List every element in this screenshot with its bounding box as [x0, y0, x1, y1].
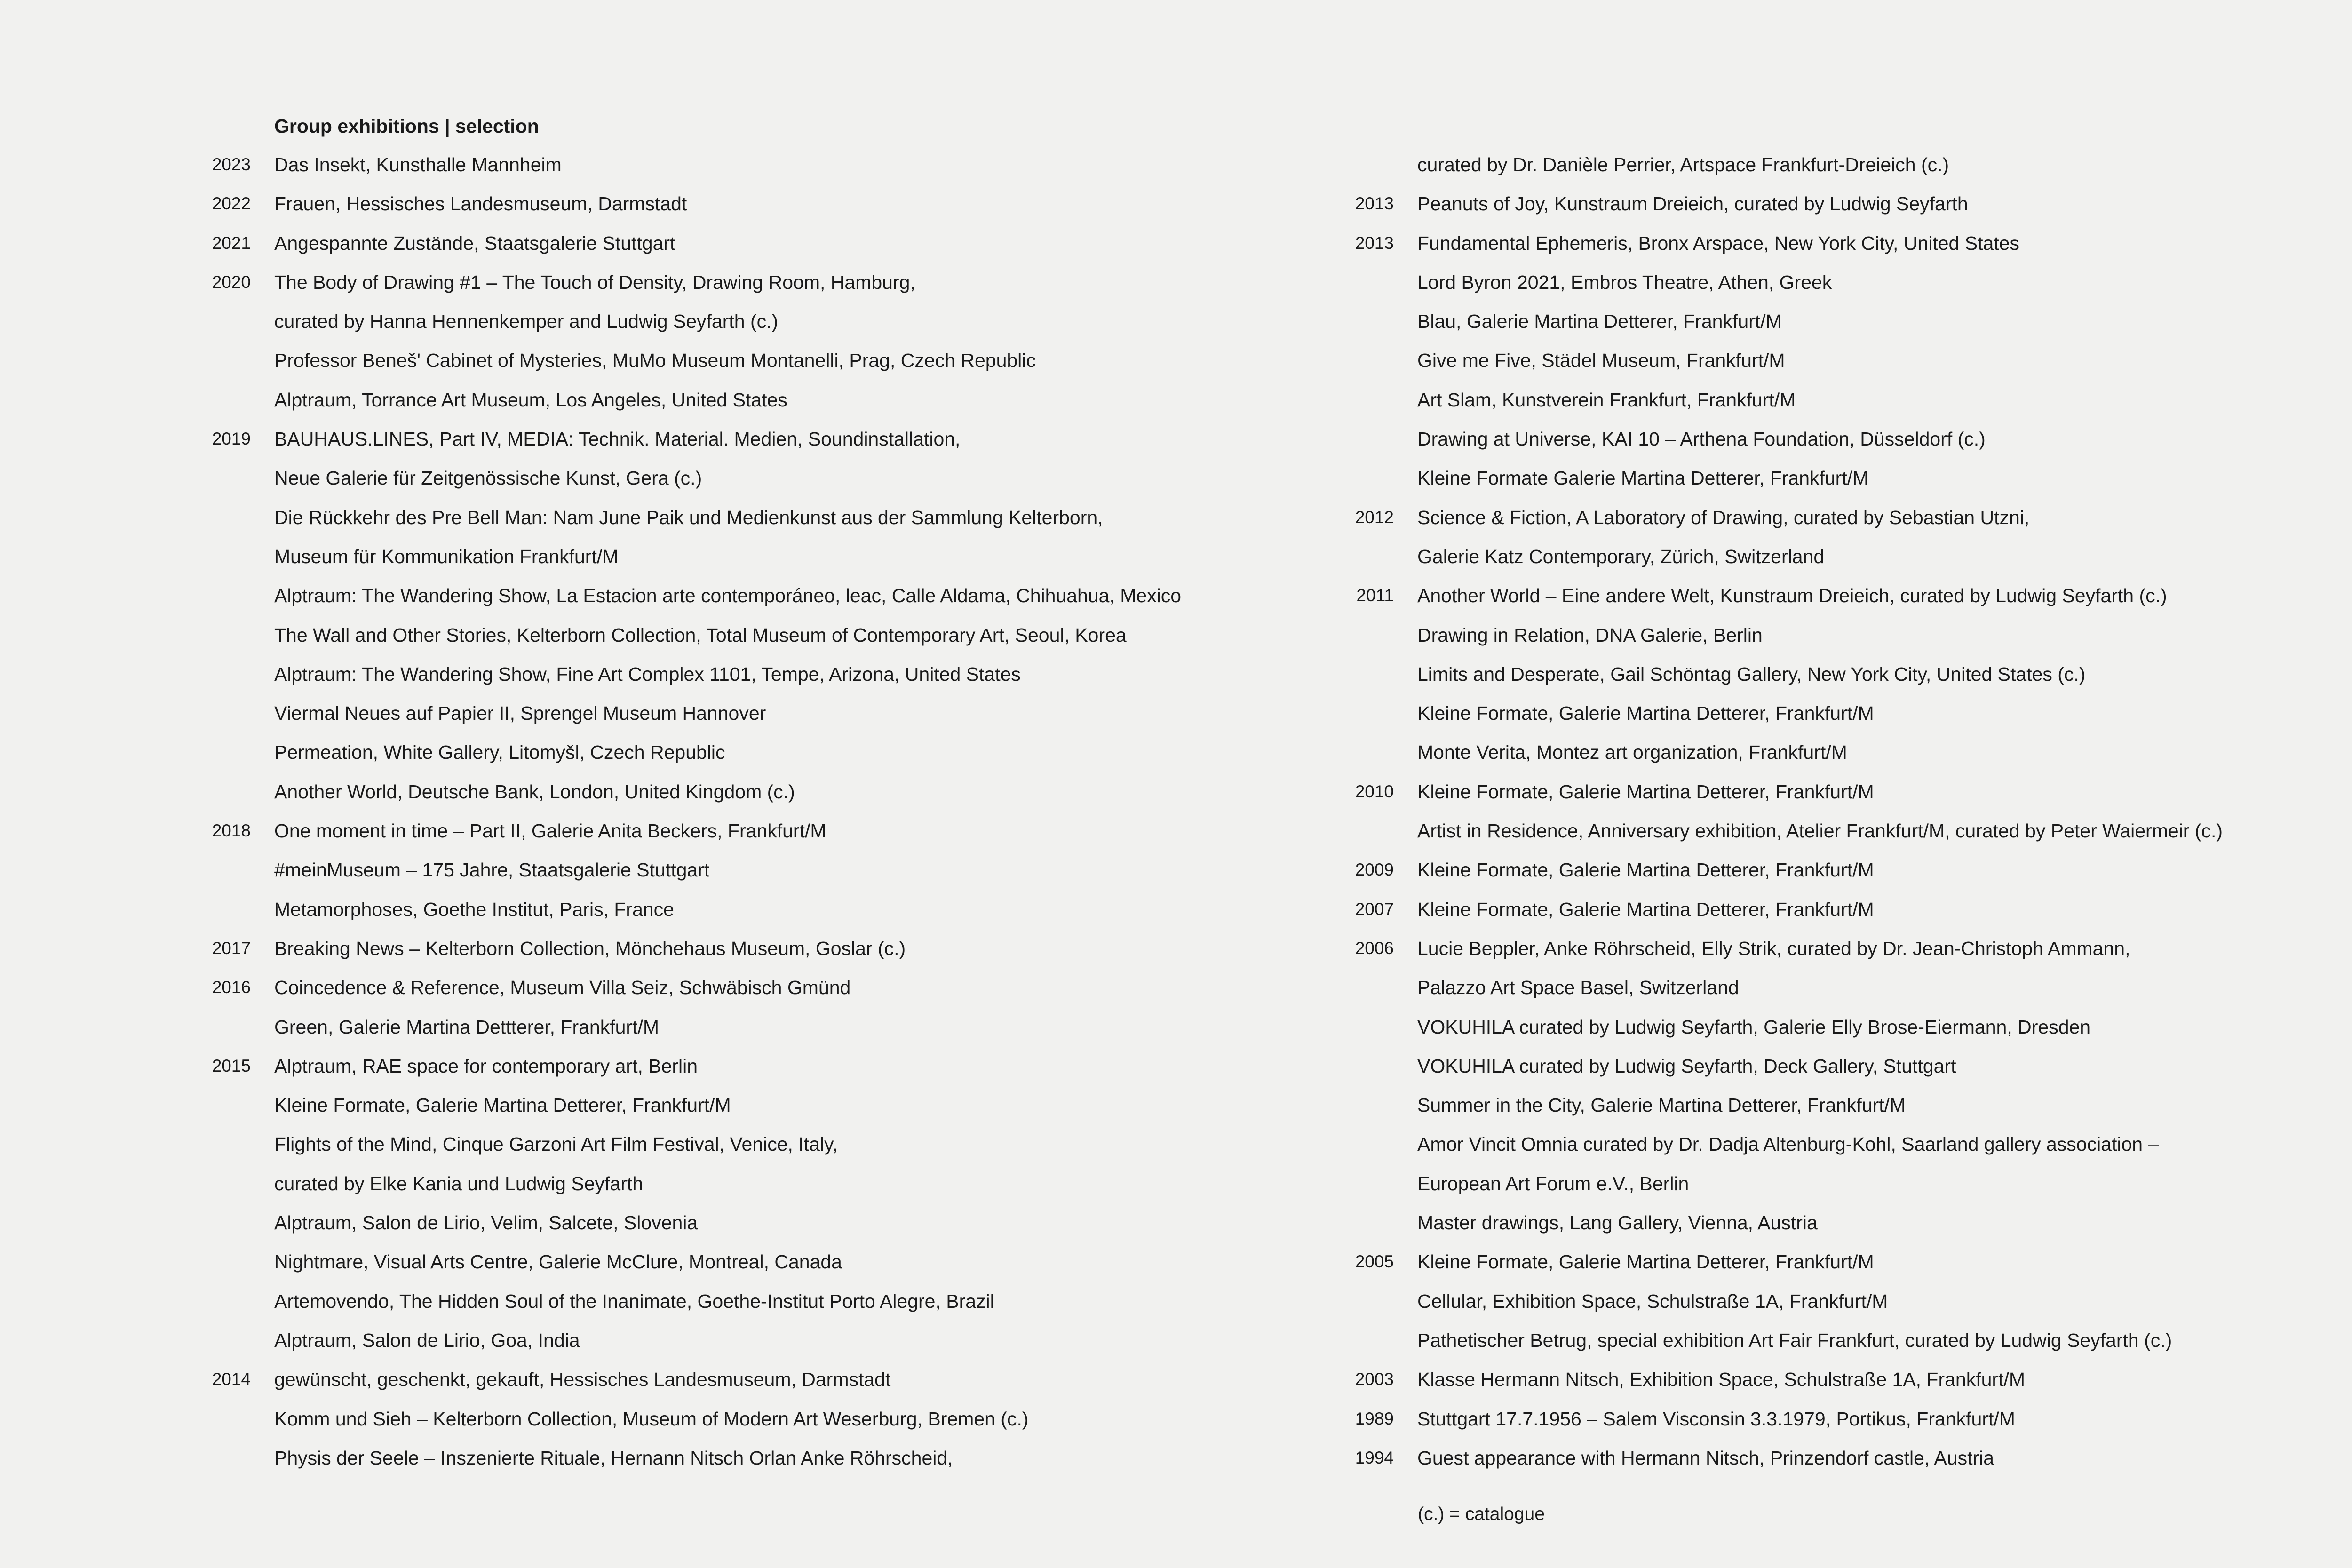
exhibition-year: 2016 [212, 978, 251, 997]
exhibition-row [1331, 973, 2352, 1012]
exhibition-row [188, 1209, 1251, 1248]
exhibition-year: 2013 [1355, 233, 1394, 253]
exhibition-entry: Peanuts of Joy, Kunstraum Dreieich, curated by Ludwig Seyfarth [1417, 193, 1968, 215]
exhibition-row [188, 464, 1251, 503]
exhibition-entry: Kleine Formate, Galerie Martina Detterer, Frankfurt/M [1417, 780, 1874, 803]
exhibition-row [188, 778, 1251, 817]
exhibition-row [188, 1170, 1251, 1209]
exhibition-entry: Flights of the Mind, Cinque Garzoni Art Film Festival, Venice, Italy, [274, 1133, 838, 1155]
exhibition-row [188, 425, 1251, 464]
exhibition-entry: Palazzo Art Space Basel, Switzerland [1417, 977, 1739, 999]
exhibition-entry: Galerie Katz Contemporary, Zürich, Switzerland [1417, 545, 1825, 567]
exhibition-row [1331, 934, 2352, 973]
exhibition-entry: Klasse Hermann Nitsch, Exhibition Space, Schulstraße 1A, Frankfurt/M [1417, 1369, 2026, 1391]
exhibition-entry: Komm und Sieh – Kelterborn Collection, Museum of Modern Art Weserburg, Bremen (c.) [274, 1408, 1029, 1430]
exhibition-row [1331, 778, 2352, 817]
exhibition-entry: curated by Hanna Hennenkemper and Ludwig Seyfarth (c.) [274, 310, 779, 333]
exhibition-row [188, 542, 1251, 581]
exhibition-year: 2006 [1355, 938, 1394, 958]
exhibition-entry: One moment in time – Part II, Galerie Anita Beckers, Frankfurt/M [274, 820, 826, 842]
exhibition-year: 2020 [212, 272, 251, 292]
exhibition-entry: Cellular, Exhibition Space, Schulstraße 1A, Frankfurt/M [1417, 1290, 1888, 1312]
exhibition-row [1331, 1091, 2352, 1130]
exhibition-entry: Viermal Neues auf Papier II, Sprengel Museum Hannover [274, 702, 766, 724]
exhibition-entry: Give me Five, Städel Museum, Frankfurt/M [1417, 350, 1785, 372]
exhibition-row [1331, 1013, 2352, 1052]
exhibition-row [1331, 581, 2352, 621]
exhibition-year: 2005 [1355, 1252, 1394, 1272]
exhibition-row [188, 268, 1251, 307]
exhibition-entry: Lord Byron 2021, Embros Theatre, Athen, Greek [1417, 271, 1832, 293]
exhibition-entry: Coincedence & Reference, Museum Villa Seiz, Schwäbisch Gmünd [274, 977, 851, 999]
exhibition-row [1331, 660, 2352, 699]
exhibition-entry: Kleine Formate, Galerie Martina Detterer, Frankfurt/M [1417, 1251, 1874, 1273]
exhibition-entry: Summer in the City, Galerie Martina Detterer, Frankfurt/M [1417, 1094, 1906, 1116]
exhibition-entry: Permeation, White Gallery, Litomyšl, Czech Republic [274, 741, 725, 764]
exhibition-entry: BAUHAUS.LINES, Part IV, MEDIA: Technik. Material. Medien, Soundinstallation, [274, 428, 961, 450]
exhibition-row [1331, 229, 2352, 268]
exhibition-row [1331, 1405, 2352, 1444]
exhibition-row [188, 1091, 1251, 1130]
exhibition-row [188, 856, 1251, 895]
exhibition-row [1331, 1326, 2352, 1365]
exhibition-entry: Artist in Residence, Anniversary exhibition, Atelier Frankfurt/M, curated by Peter Waiermeir (c.) [1417, 820, 2223, 842]
exhibition-year: 2019 [212, 429, 251, 449]
exhibition-year: 2003 [1355, 1369, 1394, 1389]
exhibition-row [188, 934, 1251, 973]
exhibition-entry: Kleine Formate, Galerie Martina Detterer, Frankfurt/M [1417, 898, 1874, 920]
exhibition-row [1331, 1365, 2352, 1404]
exhibition-entry: Physis der Seele – Inszenierte Rituale, Hernann Nitsch Orlan Anke Röhrscheid, [274, 1447, 953, 1469]
exhibition-entry: Guest appearance with Hermann Nitsch, Prinzendorf castle, Austria [1417, 1447, 1994, 1469]
exhibition-entry: Kleine Formate Galerie Martina Detterer, Frankfurt/M [1417, 467, 1869, 489]
exhibition-row [188, 699, 1251, 738]
exhibition-entry: Das Insekt, Kunsthalle Mannheim [274, 154, 562, 175]
exhibition-entry: Alptraum: The Wandering Show, La Estacion arte contemporáneo, leac, Calle Aldama, Chihuahua, Mexico [274, 585, 1182, 607]
exhibition-row [188, 503, 1251, 542]
exhibition-entry: Drawing in Relation, DNA Galerie, Berlin [1417, 624, 1763, 646]
exhibition-entry: Kleine Formate, Galerie Martina Detterer, Frankfurt/M [274, 1094, 731, 1116]
exhibition-row [188, 1365, 1251, 1404]
exhibition-entry: Nightmare, Visual Arts Centre, Galerie McClure, Montreal, Canada [274, 1251, 842, 1273]
exhibition-entry: #meinMuseum – 175 Jahre, Staatsgalerie Stuttgart [274, 859, 710, 881]
exhibition-entry: Another World, Deutsche Bank, London, United Kingdom (c.) [274, 780, 795, 803]
exhibitions-right-column [1331, 151, 2352, 1483]
exhibition-row [188, 151, 1251, 190]
exhibition-entry: gewünscht, geschenkt, gekauft, Hessisches Landesmuseum, Darmstadt [274, 1369, 891, 1391]
exhibition-row [188, 973, 1251, 1012]
exhibition-entry: Blau, Galerie Martina Detterer, Frankfurt/M [1417, 310, 1782, 333]
exhibitions-left-column [188, 151, 1251, 1483]
exhibition-entry: Museum für Kommunikation Frankfurt/M [274, 545, 619, 567]
exhibition-row [1331, 1248, 2352, 1287]
exhibition-entry: Monte Verita, Montez art organization, Frankfurt/M [1417, 741, 1847, 764]
exhibition-row [1331, 464, 2352, 503]
exhibition-row [1331, 503, 2352, 542]
exhibition-row [188, 229, 1251, 268]
exhibition-year: 2007 [1355, 899, 1394, 919]
exhibition-year: 1989 [1355, 1409, 1394, 1428]
exhibition-row [188, 660, 1251, 699]
exhibition-row [188, 895, 1251, 934]
exhibition-entry: VOKUHILA curated by Ludwig Seyfarth, Deck Gallery, Stuttgart [1417, 1055, 1956, 1077]
exhibition-entry: Kleine Formate, Galerie Martina Detterer, Frankfurt/M [1417, 702, 1874, 724]
exhibition-row [188, 1326, 1251, 1365]
exhibition-row [1331, 1209, 2352, 1248]
exhibition-row [188, 1130, 1251, 1169]
exhibition-row [188, 1287, 1251, 1326]
exhibition-entry: Fundamental Ephemeris, Bronx Arspace, New York City, United States [1417, 232, 2019, 254]
exhibition-year: 2012 [1355, 507, 1394, 527]
exhibition-row [188, 817, 1251, 856]
exhibition-year: 2015 [212, 1056, 251, 1075]
exhibition-entry: Amor Vincit Omnia curated by Dr. Dadja Altenburg-Kohl, Saarland gallery association – [1417, 1133, 2159, 1155]
exhibition-entry: Alptraum: The Wandering Show, Fine Art Complex 1101, Tempe, Arizona, United States [274, 663, 1021, 685]
exhibition-entry: Alptraum, Torrance Art Museum, Los Angeles, United States [274, 389, 787, 411]
catalogue-footnote: (c.) = catalogue [1418, 1504, 1545, 1524]
exhibition-entry: curated by Dr. Danièle Perrier, Artspace Frankfurt-Dreieich (c.) [1417, 154, 1949, 175]
exhibition-entry: Angespannte Zustände, Staatsgalerie Stuttgart [274, 232, 675, 254]
exhibition-entry: Another World – Eine andere Welt, Kunstraum Dreieich, curated by Ludwig Seyfarth (c.) [1417, 585, 2167, 607]
exhibition-row [1331, 699, 2352, 738]
exhibition-row [188, 190, 1251, 229]
exhibition-entry: Lucie Beppler, Anke Röhrscheid, Elly Strik, curated by Dr. Jean-Christoph Ammann, [1417, 937, 2130, 959]
exhibition-row [1331, 268, 2352, 307]
exhibition-entry: Kleine Formate, Galerie Martina Detterer, Frankfurt/M [1417, 859, 1874, 881]
exhibition-row [1331, 621, 2352, 660]
exhibition-row [1331, 425, 2352, 464]
exhibition-entry: Die Rückkehr des Pre Bell Man: Nam June Paik und Medienkunst aus der Sammlung Kelterborn, [274, 506, 1103, 528]
exhibition-year: 2018 [212, 821, 251, 841]
exhibition-row [1331, 895, 2352, 934]
exhibition-row [1331, 1444, 2352, 1483]
exhibition-entry: European Art Forum e.V., Berlin [1417, 1172, 1689, 1194]
exhibition-entry: Metamorphoses, Goethe Institut, Paris, France [274, 898, 674, 920]
exhibition-row [188, 738, 1251, 777]
exhibition-entry: Pathetischer Betrug, special exhibition Art Fair Frankfurt, curated by Ludwig Seyfarth (c.) [1417, 1329, 2172, 1351]
exhibition-row [188, 1013, 1251, 1052]
exhibition-row [1331, 817, 2352, 856]
exhibition-entry: The Body of Drawing #1 – The Touch of Density, Drawing Room, Hamburg, [274, 271, 915, 293]
exhibition-entry: Neue Galerie für Zeitgenössische Kunst, Gera (c.) [274, 467, 702, 489]
exhibition-entry: Artemovendo, The Hidden Soul of the Inanimate, Goethe-Institut Porto Alegre, Brazil [274, 1290, 994, 1312]
exhibition-row [1331, 1287, 2352, 1326]
exhibition-entry: Professor Beneš' Cabinet of Mysteries, MuMo Museum Montanelli, Prag, Czech Republic [274, 350, 1036, 372]
exhibition-row [1331, 346, 2352, 385]
exhibition-year: 2023 [212, 155, 251, 174]
exhibition-row [188, 581, 1251, 621]
exhibition-year: 2014 [212, 1369, 251, 1389]
exhibition-row [1331, 738, 2352, 777]
exhibition-entry: Science & Fiction, A Laboratory of Drawing, curated by Sebastian Utzni, [1417, 506, 2030, 528]
exhibition-entry: curated by Elke Kania und Ludwig Seyfarth [274, 1172, 644, 1194]
exhibition-row [1331, 151, 2352, 190]
exhibition-row [1331, 386, 2352, 425]
exhibition-row [1331, 190, 2352, 229]
exhibition-entry: Stuttgart 17.7.1956 – Salem Visconsin 3.3.1979, Portikus, Frankfurt/M [1417, 1408, 2015, 1430]
exhibition-row [188, 346, 1251, 385]
exhibition-row [1331, 1170, 2352, 1209]
exhibition-year: 1994 [1355, 1448, 1394, 1467]
exhibition-entry: VOKUHILA curated by Ludwig Seyfarth, Galerie Elly Brose-Eiermann, Dresden [1417, 1016, 2091, 1038]
exhibition-year: 2010 [1355, 781, 1394, 801]
exhibition-entry: Alptraum, Salon de Lirio, Goa, India [274, 1329, 580, 1351]
exhibition-entry: Master drawings, Lang Gallery, Vienna, Austria [1417, 1212, 1818, 1234]
exhibition-row [1331, 307, 2352, 346]
exhibition-row [188, 1405, 1251, 1444]
exhibition-entry: Art Slam, Kunstverein Frankfurt, Frankfurt/M [1417, 389, 1796, 411]
exhibition-year: 2013 [1355, 194, 1394, 214]
exhibition-row [188, 1248, 1251, 1287]
exhibition-entry: Alptraum, Salon de Lirio, Velim, Salcete, Slovenia [274, 1212, 698, 1234]
exhibition-row [188, 1444, 1251, 1483]
exhibition-entry: Limits and Desperate, Gail Schöntag Gallery, New York City, United States (c.) [1417, 663, 2086, 685]
exhibition-entry: Green, Galerie Martina Dettterer, Frankfurt/M [274, 1016, 659, 1038]
exhibition-row [188, 307, 1251, 346]
exhibition-row [1331, 856, 2352, 895]
exhibition-entry: Alptraum, RAE space for contemporary art, Berlin [274, 1055, 698, 1077]
exhibition-entry: Frauen, Hessisches Landesmuseum, Darmstadt [274, 193, 687, 215]
exhibition-row [188, 1052, 1251, 1091]
exhibition-row [1331, 542, 2352, 581]
exhibition-entry: Drawing at Universe, KAI 10 – Arthena Foundation, Düsseldorf (c.) [1417, 428, 1986, 450]
exhibition-row [188, 386, 1251, 425]
exhibition-year: 2022 [212, 194, 251, 214]
exhibition-entry: Breaking News – Kelterborn Collection, Mönchehaus Museum, Goslar (c.) [274, 937, 906, 959]
exhibition-year: 2009 [1355, 860, 1394, 880]
exhibition-row [188, 621, 1251, 660]
exhibition-year: 2011 [1356, 586, 1394, 605]
exhibition-row [1331, 1130, 2352, 1169]
exhibition-entry: The Wall and Other Stories, Kelterborn Collection, Total Museum of Contemporary Art, Seoul, Korea [274, 624, 1127, 646]
exhibition-year: 2017 [212, 938, 251, 958]
page-title: Group exhibitions | selection [274, 115, 539, 137]
exhibition-row [1331, 1052, 2352, 1091]
exhibition-year: 2021 [212, 233, 251, 253]
